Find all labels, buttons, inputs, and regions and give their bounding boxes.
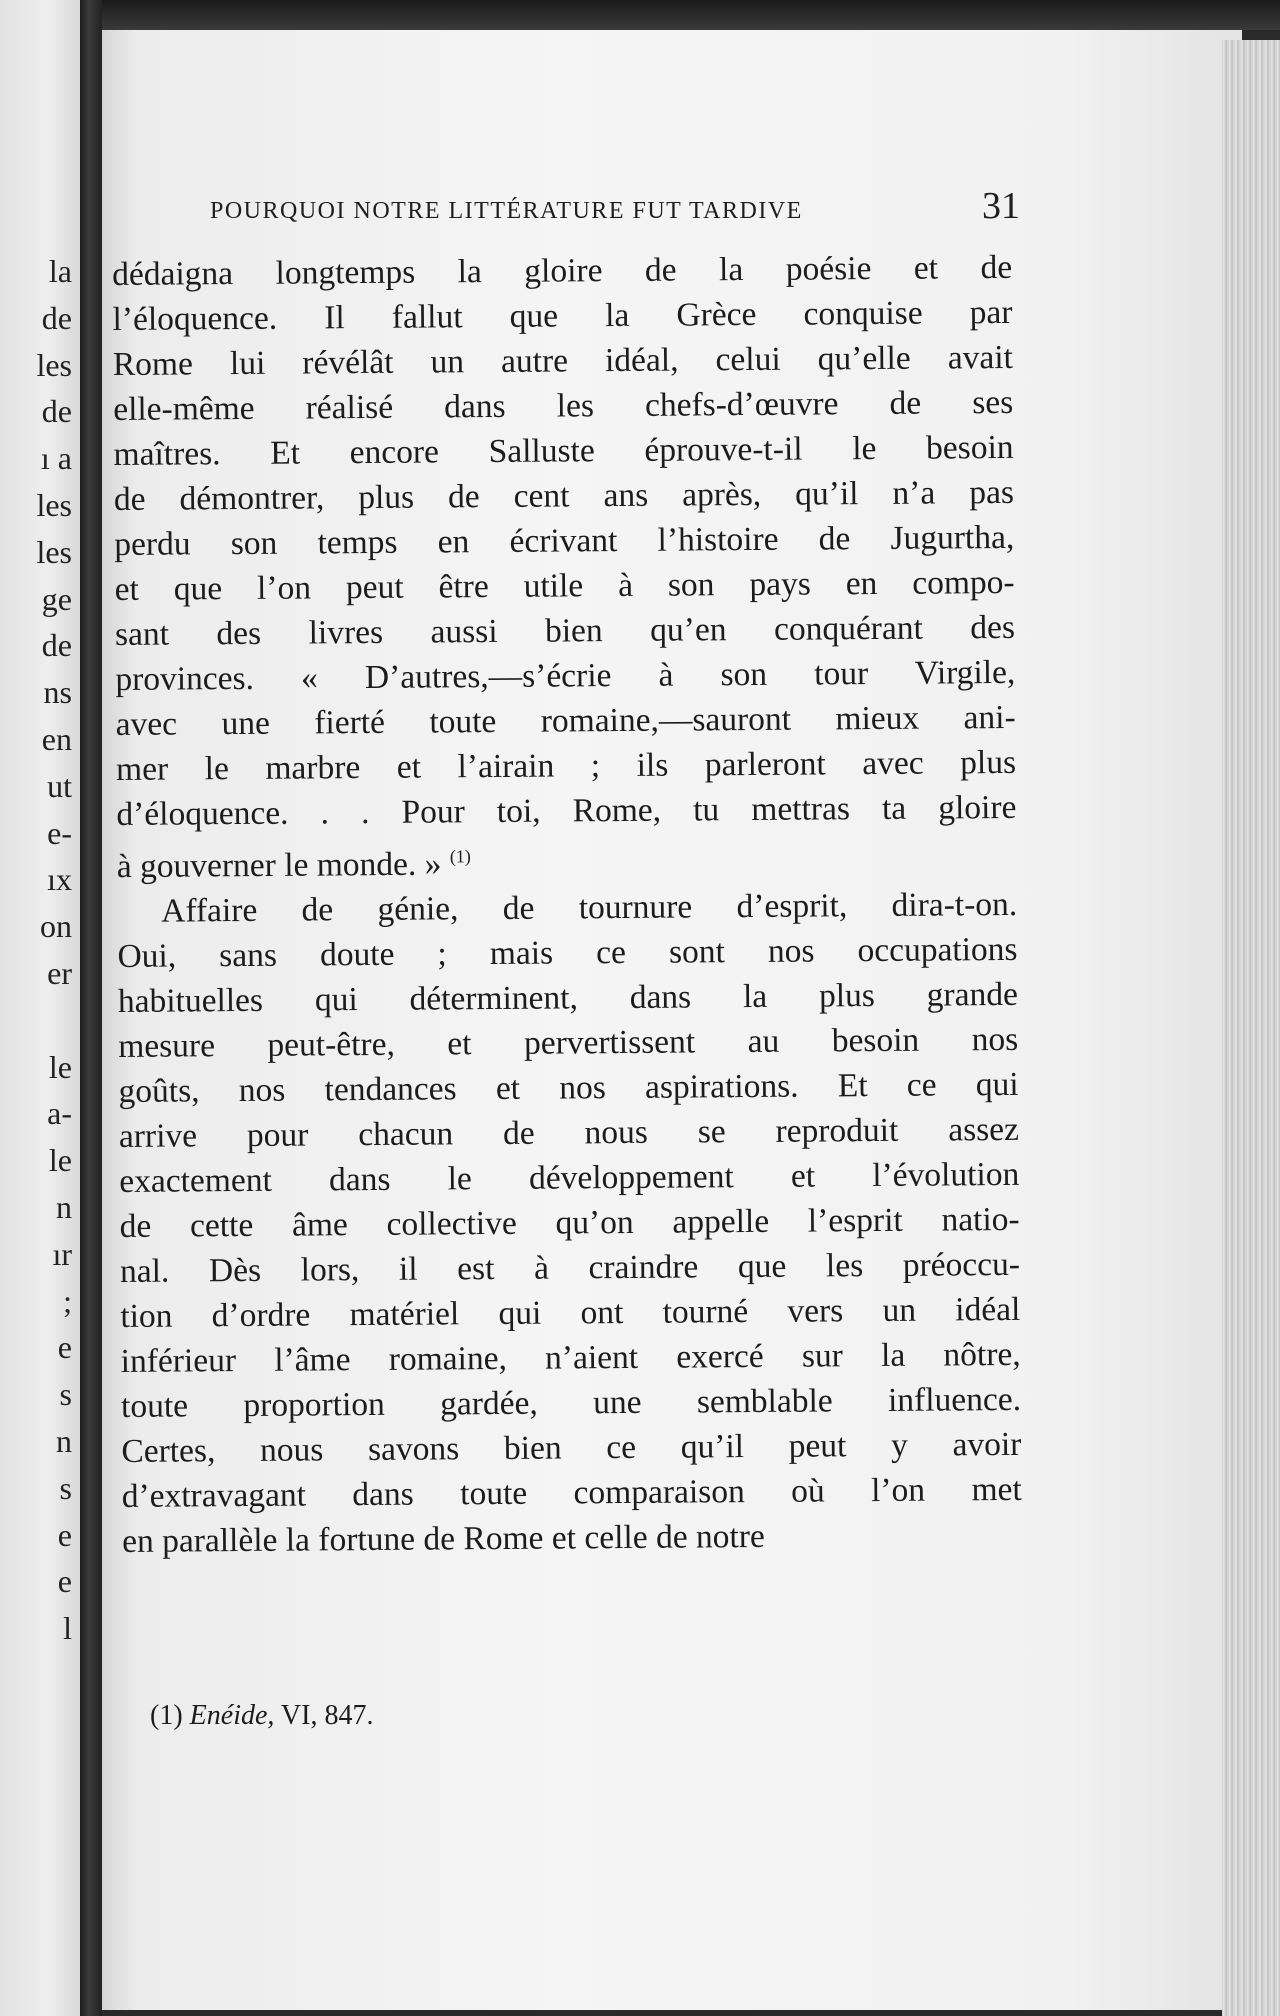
footnote — [150, 1700, 373, 1732]
left-page-fragment: e — [57, 1563, 72, 1600]
text-line-content: d’éloquence. . . Pour toi, Rome, tu mettras ta gloire — [116, 788, 1017, 833]
footnote-title: Enéide, — [189, 1700, 275, 1731]
left-page-fragment: er — [47, 955, 72, 991]
text-line-content: Certes, nous savons bien ce qu’il peut y avoir — [121, 1426, 1022, 1471]
text-line-content: perdu son temps en écrivant l’histoire de Jugurtha, — [114, 518, 1015, 563]
top-shadow — [102, 0, 1280, 30]
left-page-fragment: a- — [47, 1095, 72, 1132]
left-page-fragment: les — [36, 533, 72, 570]
text-line — [118, 972, 1018, 1024]
text-line — [119, 1152, 1019, 1204]
text-line-content: à gouverner le monde. » — [116, 845, 442, 886]
page-number: 31 — [982, 185, 1020, 227]
text-line-content: Oui, sans doute ; mais ce sont nos occupations — [117, 931, 1018, 976]
text-line — [121, 1332, 1021, 1384]
book-gutter — [80, 0, 102, 2016]
left-page-fragment: l — [63, 1610, 72, 1647]
left-page-fragment: ıx — [47, 861, 72, 898]
text-line-content: habituelles qui déterminent, dans la plus grande — [117, 976, 1019, 1021]
text-line — [120, 1287, 1020, 1339]
left-page-fragment: le — [48, 1048, 72, 1085]
text-line-content: maîtres. Et encore Salluste éprouve-t-il le besoin — [113, 428, 1014, 473]
running-head — [210, 184, 1020, 228]
left-page-fragment: de — [41, 393, 72, 430]
left-page-fragment: ge — [41, 580, 72, 617]
text-line — [116, 695, 1016, 747]
text-line — [114, 515, 1014, 567]
left-page-fragment: de — [41, 299, 72, 336]
text-line — [122, 1467, 1022, 1519]
text-line-content: dédaigna longtemps la gloire de la poésie et de — [112, 248, 1013, 293]
text-line — [121, 1377, 1021, 1429]
text-line-content: et que l’on peut être utile à son pays en compo- — [114, 563, 1015, 608]
footnote-marker: (1) — [150, 1700, 183, 1731]
text-line — [121, 1422, 1021, 1474]
text-line-content: Rome lui révélât un autre idéal, celui qu’elle avait — [112, 338, 1014, 383]
text-line-content: en parallèle la fortune de Rome et celle de notre — [121, 1518, 765, 1561]
text-line — [117, 830, 1017, 889]
left-page-fragment: on — [40, 908, 72, 945]
text-line-content: de cette âme collective qu’on appelle l’esprit natio- — [119, 1201, 1020, 1246]
body-text — [112, 245, 1022, 1564]
text-line-content: tion d’ordre matériel qui ont tourné vers un idéal — [120, 1291, 1021, 1336]
text-line-content: inférieur l’âme romaine, n’aient exercé sur la nôtre, — [120, 1336, 1021, 1381]
text-line — [118, 1062, 1018, 1114]
left-page-fragment: ; — [63, 1282, 72, 1319]
left-page-fragment: n — [56, 1189, 72, 1225]
text-line-content: avec une fierté toute romaine,—sauront mieux ani- — [115, 698, 1016, 743]
left-page-fragment: en — [41, 721, 72, 757]
text-line-content: sant des livres aussi bien qu’en conquérant des — [114, 608, 1016, 653]
left-page-fragment: le — [48, 1142, 72, 1179]
text-line — [113, 335, 1013, 387]
text-line — [113, 425, 1013, 477]
text-line — [115, 605, 1015, 657]
text-line — [113, 380, 1013, 432]
text-line-content: l’éloquence. Il fallut que la Grèce conquise par — [112, 293, 1013, 338]
text-line-content: toute proportion gardée, une semblable influence. — [120, 1381, 1022, 1426]
text-line — [119, 1107, 1019, 1159]
left-page-fragment: e- — [47, 814, 72, 851]
text-line — [115, 650, 1015, 702]
text-line-content: arrive pour chacun de nous se reproduit assez — [118, 1111, 1020, 1156]
left-page-fragment: de — [41, 627, 72, 664]
left-page-fragment: ı a — [40, 440, 72, 477]
text-line — [118, 1017, 1018, 1069]
text-line-content: elle-même réalisé dans les chefs-d’œuvre de ses — [113, 383, 1014, 428]
left-page-fragment: les — [36, 487, 72, 523]
text-line-content: exactement dans le développement et l’évolution — [119, 1156, 1020, 1201]
text-line — [117, 927, 1017, 979]
text-line-content: mer le marbre et l’airain ; ils parleront avec plus — [115, 743, 1017, 788]
left-page-fragment: les — [36, 346, 72, 383]
left-page-fragment: e — [57, 1516, 72, 1553]
footnote-reference: VI, 847. — [280, 1700, 374, 1731]
text-line — [116, 785, 1016, 837]
text-line — [114, 470, 1014, 522]
text-line — [119, 1197, 1019, 1249]
left-page-fragment: ns — [43, 674, 72, 711]
text-line — [120, 1242, 1020, 1294]
text-line — [122, 1512, 1022, 1564]
text-line-content: provinces. « D’autres,—s’écrie à son tour Virgile, — [115, 653, 1016, 698]
text-line-content: Affaire de génie, de tournure d’esprit, dira-t-on. — [161, 886, 1018, 930]
footnote-ref: (1) — [449, 846, 471, 867]
left-page-fragment: e — [57, 1329, 72, 1366]
text-line — [114, 560, 1014, 612]
paragraph — [112, 245, 1017, 889]
running-title: POURQUOI NOTRE LITTÉRATURE FUT TARDIVE — [210, 198, 803, 224]
paragraph — [117, 882, 1022, 1564]
text-line — [112, 245, 1012, 297]
text-line-content: de démontrer, plus de cent ans après, qu’il n’a pas — [113, 473, 1015, 518]
text-line — [116, 740, 1016, 792]
left-page-fragment: ut — [47, 767, 72, 804]
left-facing-page — [0, 0, 80, 2016]
left-page-fragment: s — [59, 1469, 72, 1506]
text-line — [117, 882, 1017, 934]
left-page-fragment: n — [56, 1423, 72, 1459]
page-edges — [1222, 40, 1280, 2016]
left-page-fragment: la — [48, 253, 72, 289]
text-line-content: goûts, nos tendances et nos aspirations. Et ce qui — [118, 1066, 1019, 1111]
text-line-content: d’extravagant dans toute comparaison où l’on met — [121, 1471, 1022, 1516]
text-line-content: mesure peut-être, et pervertissent au besoin nos — [118, 1021, 1019, 1066]
text-line — [112, 290, 1012, 342]
text-line-content: nal. Dès lors, il est à craindre que les préoccu- — [119, 1246, 1021, 1291]
left-page-fragment: s — [59, 1376, 72, 1413]
left-page-fragment: ır — [52, 1235, 72, 1272]
